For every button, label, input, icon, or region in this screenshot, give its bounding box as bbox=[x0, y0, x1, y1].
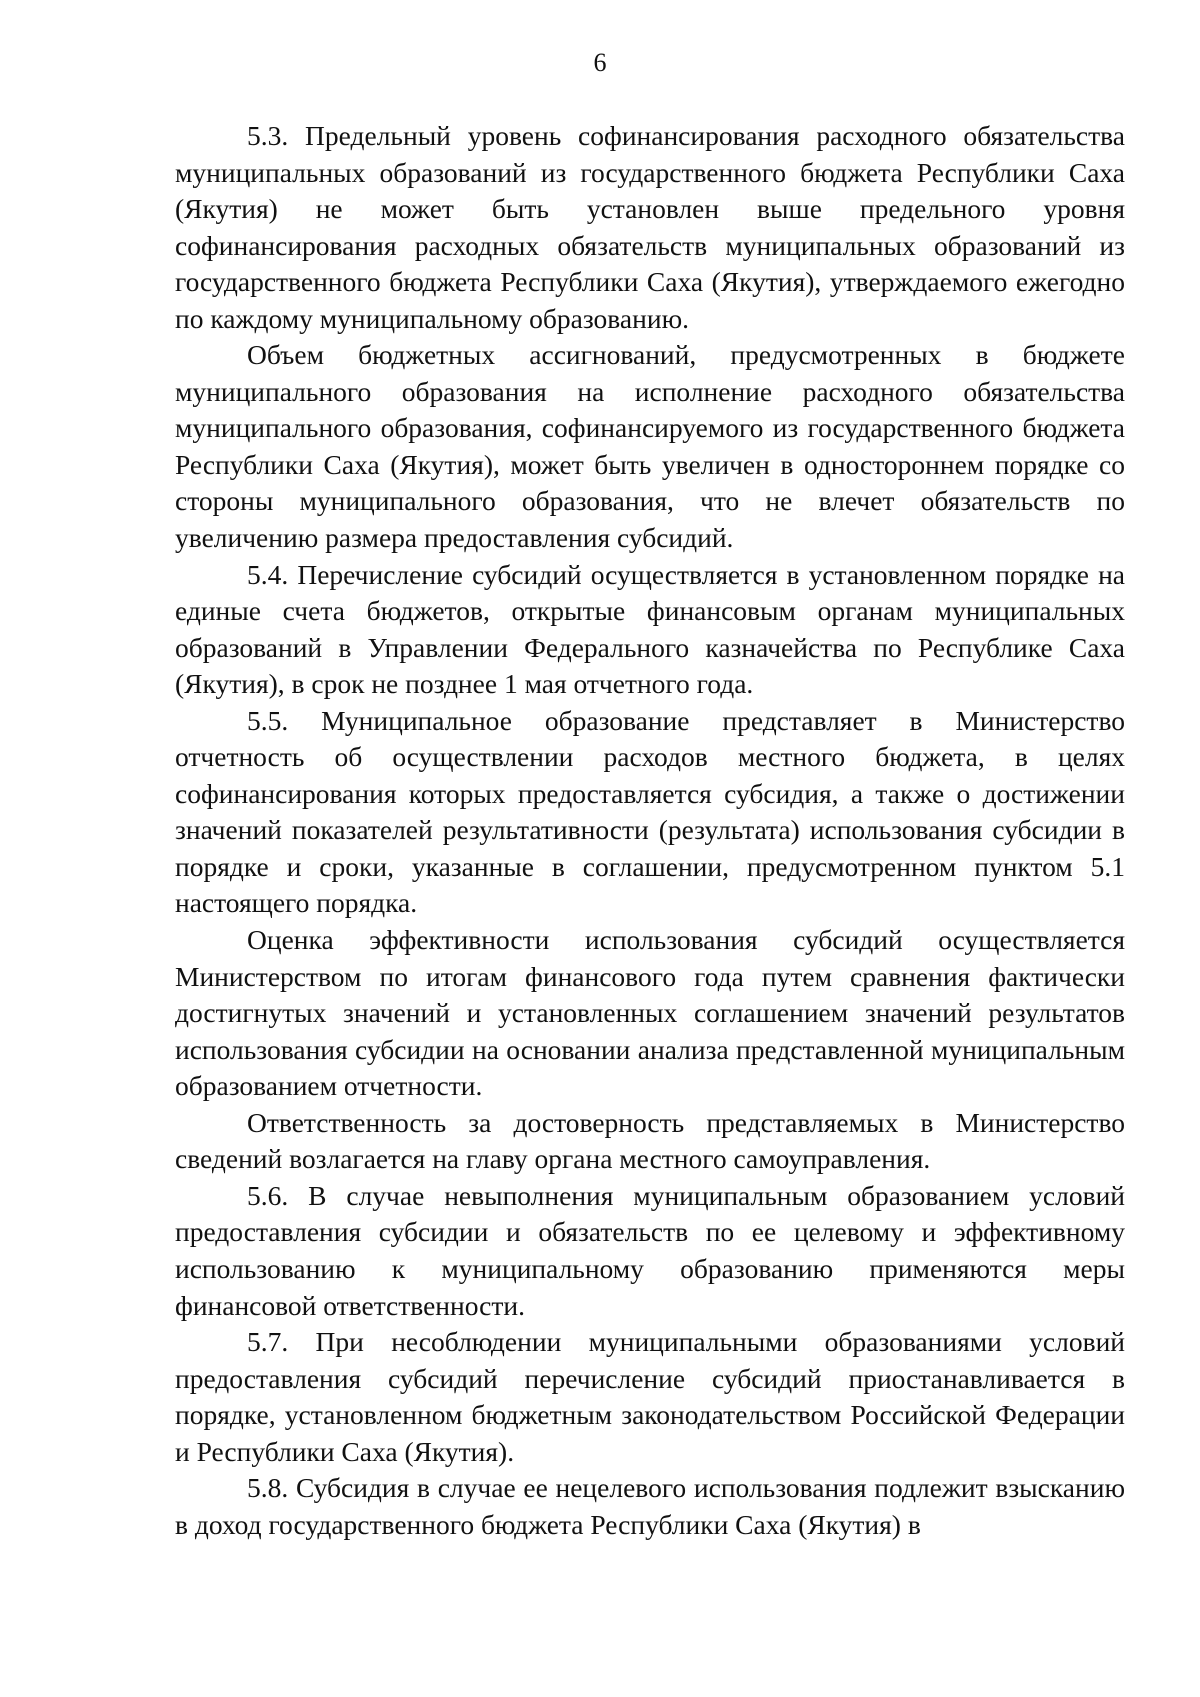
page-number: 6 bbox=[593, 48, 607, 77]
document-body bbox=[175, 118, 1125, 1543]
paragraph-budget-allocations: Объем бюджетных ассигнований, предусмотренных в бюджете муниципального образования на исполнение расходного обязательства муниципального образования, софинансируемого из государственного бюджета Республики Саха (Якутия), может быть увеличен в одностороннем порядке со стороны муниципального образования, что не влечет обязательств по увеличению размера предоставления субсидий. bbox=[175, 339, 1125, 554]
paragraph-efficiency-assessment: Оценка эффективности использования субсидий осуществляется Министерством по итогам финансового года путем сравнения фактически достигнутых значений и установленных соглашением значений результатов использования субсидии на основании анализа представленной муниципальным образованием отчетности. bbox=[175, 924, 1125, 1102]
paragraph-5-5: 5.5. Муниципальное образование представляет в Министерство отчетность об осуществлении расходов местного бюджета, в целях софинансирования которых предоставляется субсидия, а также о достижении значений показателей результативности (результата) использования субсидии в порядке и сроки, указанные в соглашении, предусмотренном пунктом 5.1 настоящего порядка. bbox=[175, 704, 1125, 919]
paragraph-5-4: 5.4. Перечисление субсидий осуществляется в установленном порядке на единые счета бюджетов, открытые финансовым органам муниципальных образований в Управлении Федерального казначейства по Республике Саха (Якутия), в срок не позднее 1 мая отчетного года. bbox=[175, 558, 1125, 700]
paragraph-5-7: 5.7. При несоблюдении муниципальными образованиями условий предоставления субсидий перечисление субсидий приостанавливается в порядке, установленном бюджетным законодательством Российской Федерации и Республики Саха (Якутия). bbox=[175, 1326, 1125, 1467]
paragraph-5-8: 5.8. Субсидия в случае ее нецелевого использования подлежит взысканию в доход государственного бюджета Республики Саха (Якутия) в bbox=[175, 1472, 1125, 1540]
paragraph-5-3: 5.3. Предельный уровень софинансирования расходного обязательства муниципальных образований из государственного бюджета Республики Саха (Якутия) не может быть установлен выше предельного уровня софинансирования расходных обязательств муниципальных образований из государственного бюджета Республики Саха (Якутия), утверждаемого ежегодно по каждому муниципальному образованию. bbox=[175, 120, 1125, 334]
paragraph-responsibility: Ответственность за достоверность представляемых в Министерство сведений возлагается на главу органа местного самоуправления. bbox=[175, 1106, 1125, 1175]
paragraph-5-6: 5.6. В случае невыполнения муниципальным образованием условий предоставления субсидии и обязательств по ее целевому и эффективному использованию к муниципальному образованию применяются меры финансовой ответственности. bbox=[175, 1179, 1125, 1321]
